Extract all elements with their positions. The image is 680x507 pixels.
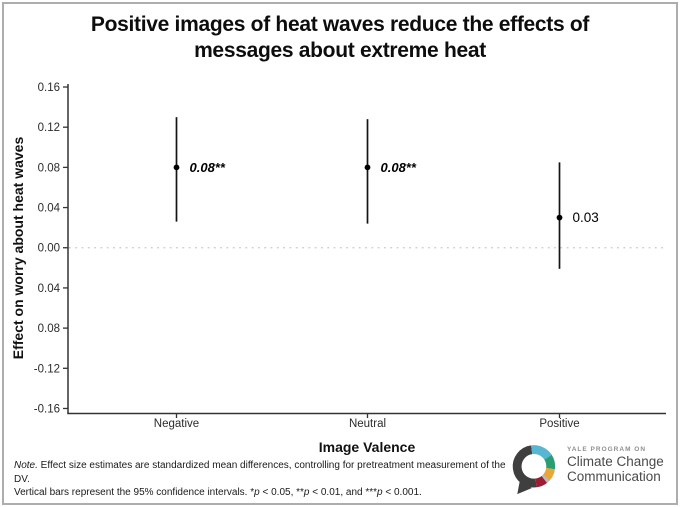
footnote-segment: p: [303, 487, 310, 498]
y-axis-tick-label: -0.16: [33, 403, 60, 416]
estimate-point-label: 0.08**: [189, 159, 225, 175]
x-axis-tick-label: Negative: [153, 418, 200, 430]
footnote-line1: [14, 459, 514, 486]
logo-ring-green-segment: [548, 457, 551, 468]
estimate-point: [174, 164, 180, 170]
y-axis-title: Effect on worry about heat waves: [10, 136, 26, 360]
yale-climate-logo: [508, 441, 664, 499]
footnote-segment: Effect size estimates are standardized mean differences, controlling for pretreatment measurement of the DV.: [14, 460, 506, 485]
x-axis-tick-label: Positive: [539, 418, 580, 430]
estimate-point: [557, 215, 563, 221]
y-axis-tick-label: 0.12: [37, 122, 60, 135]
footnote-line2: [14, 486, 514, 500]
x-axis-tick-label: Neutral: [348, 418, 387, 430]
logo-ring-blue-segment: [532, 450, 548, 458]
logo-ring-yellow-segment: [546, 469, 550, 478]
chart-title-line1: Positive images of heat waves reduce the effects of: [90, 13, 590, 36]
y-axis-tick-label: 0.00: [37, 242, 60, 255]
y-axis-tick-label: 0.08: [37, 162, 60, 175]
footnote-segment: < 0.05, **: [259, 487, 304, 498]
speech-bubble-ring-icon: [508, 441, 560, 499]
footnote-segment: p: [254, 487, 260, 498]
estimate-point: [365, 164, 371, 170]
logo-text: [567, 441, 664, 484]
footnote-segment: Note.: [14, 460, 38, 471]
x-axis-title: Image Valence: [318, 439, 416, 455]
footnote-segment: Vertical bars represent the 95% confidence intervals. *: [14, 487, 255, 498]
logo-kicker: YALE PROGRAM ON: [567, 446, 647, 453]
y-axis-tick-label: 0.04: [37, 202, 60, 215]
y-axis-tick-label: 0.08: [37, 323, 60, 336]
estimate-point-label: 0.08**: [380, 159, 416, 175]
footnote: [14, 459, 514, 500]
logo-name-line2: Communication: [567, 469, 661, 484]
estimate-point-label: 0.03: [572, 210, 599, 226]
footnote-segment: < 0.01, and ***: [309, 487, 378, 498]
logo-ring-gray-segment: [517, 450, 536, 483]
logo-ring-graysliver-segment: [544, 478, 546, 480]
footnote-segment: < 0.001.: [382, 487, 422, 498]
footnote-segment: p: [377, 487, 383, 498]
y-axis-tick-label: 0.04: [37, 282, 60, 295]
logo-ring-red-segment: [536, 479, 544, 482]
y-axis-tick-label: 0.16: [37, 82, 60, 95]
chart-title-line2: messages about extreme heat: [194, 39, 486, 62]
y-axis-tick-label: -0.12: [33, 363, 60, 376]
logo-name-line1: Climate Change: [567, 454, 664, 469]
